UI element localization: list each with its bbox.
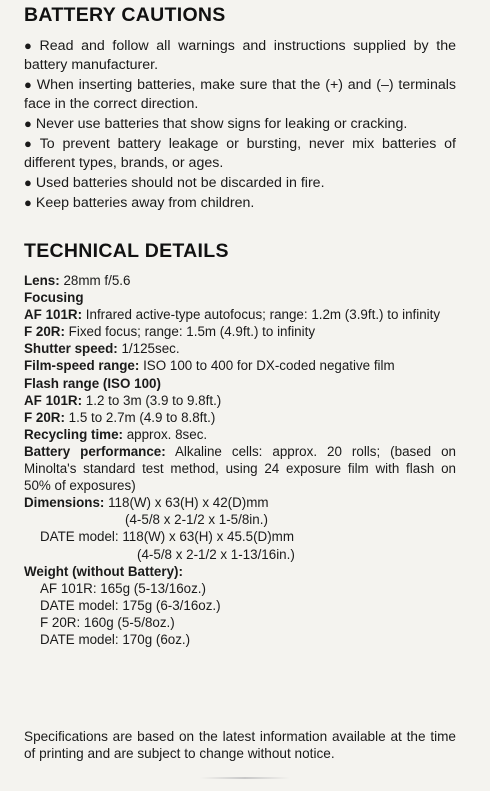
spec-lens: Lens: 28mm f/5.6 — [24, 273, 131, 288]
spec-weight-row: AF 101R: 165g (5-13/16oz.) — [40, 580, 206, 596]
technical-details-heading: TECHNICAL DETAILS — [24, 240, 229, 262]
spec-weight-row: DATE model: 175g (6-3/16oz.) — [40, 597, 221, 613]
caution-item: ● Used batteries should not be discarded in fire. — [24, 175, 325, 191]
spec-battery-performance: Battery performance: Alkaline cells: approx. 20 rolls; (based on Minolta's standard test method, using 24 exposure film with flash on 50% of exposures) — [24, 443, 457, 494]
spec-af-focus: AF 101R: Infrared active-type autofocus; range: 1.2m (3.9ft.) to infinity — [24, 307, 441, 323]
battery-cautions-heading: BATTERY CAUTIONS — [24, 4, 226, 26]
spec-dimensions: Dimensions: 118(W) x 63(H) x 42(D)mm — [24, 495, 269, 511]
bullet-icon: ● — [24, 195, 32, 210]
spec-weight-row: DATE model: 170g (6oz.) — [40, 631, 191, 647]
spec-recycling: Recycling time: approx. 8sec. — [24, 426, 208, 442]
technical-details — [24, 272, 456, 648]
spec-dimensions-inches: (4-5/8 x 2-1/2 x 1-5/8in.) — [125, 512, 268, 528]
caution-item: ● Read and follow all warnings and instructions supplied by the battery manufacturer. — [24, 38, 456, 73]
spec-date-dimensions-inches: (4-5/8 x 2-1/2 x 1-13/16in.) — [137, 546, 295, 562]
footer-divider — [200, 777, 290, 779]
spec-af-flash: AF 101R: 1.2 to 3m (3.9 to 9.8ft.) — [24, 392, 222, 408]
spec-focusing-label: Focusing — [24, 290, 84, 306]
spec-shutter: Shutter speed: 1/125sec. — [24, 341, 180, 357]
bullet-icon: ● — [24, 38, 36, 53]
spec-film-speed: Film-speed range: ISO 100 to 400 for DX-coded negative film — [24, 358, 395, 374]
bullet-icon: ● — [24, 116, 32, 131]
spec-weight-row: F 20R: 160g (5-5/8oz.) — [40, 614, 175, 630]
spec-f20-flash: F 20R: 1.5 to 2.7m (4.9 to 8.8ft.) — [24, 409, 216, 425]
caution-item: ● Never use batteries that show signs for leaking or cracking. — [24, 116, 408, 132]
caution-item: ● To prevent battery leakage or bursting, never mix batteries of different types, brands, or ages. — [24, 136, 456, 171]
spec-flash-label: Flash range (ISO 100) — [24, 375, 161, 391]
bullet-icon: ● — [24, 77, 33, 92]
spec-weight-label: Weight (without Battery): — [24, 563, 183, 579]
battery-cautions-list — [24, 36, 456, 213]
spec-date-dimensions: DATE model: 118(W) x 63(H) x 45.5(D)mm — [40, 529, 294, 545]
caution-item: ● Keep batteries away from children. — [24, 195, 255, 211]
caution-item: ● When inserting batteries, make sure that the (+) and (–) terminals face in the correct direction. — [24, 77, 456, 112]
bullet-icon: ● — [24, 136, 36, 151]
spec-f20-focus: F 20R: Fixed focus; range: 1.5m (4.9ft.) to infinity — [24, 324, 316, 340]
bullet-icon: ● — [24, 175, 32, 190]
specifications-note: Specifications are based on the latest information available at the time of printing and are subject to change without notice. — [24, 728, 456, 762]
